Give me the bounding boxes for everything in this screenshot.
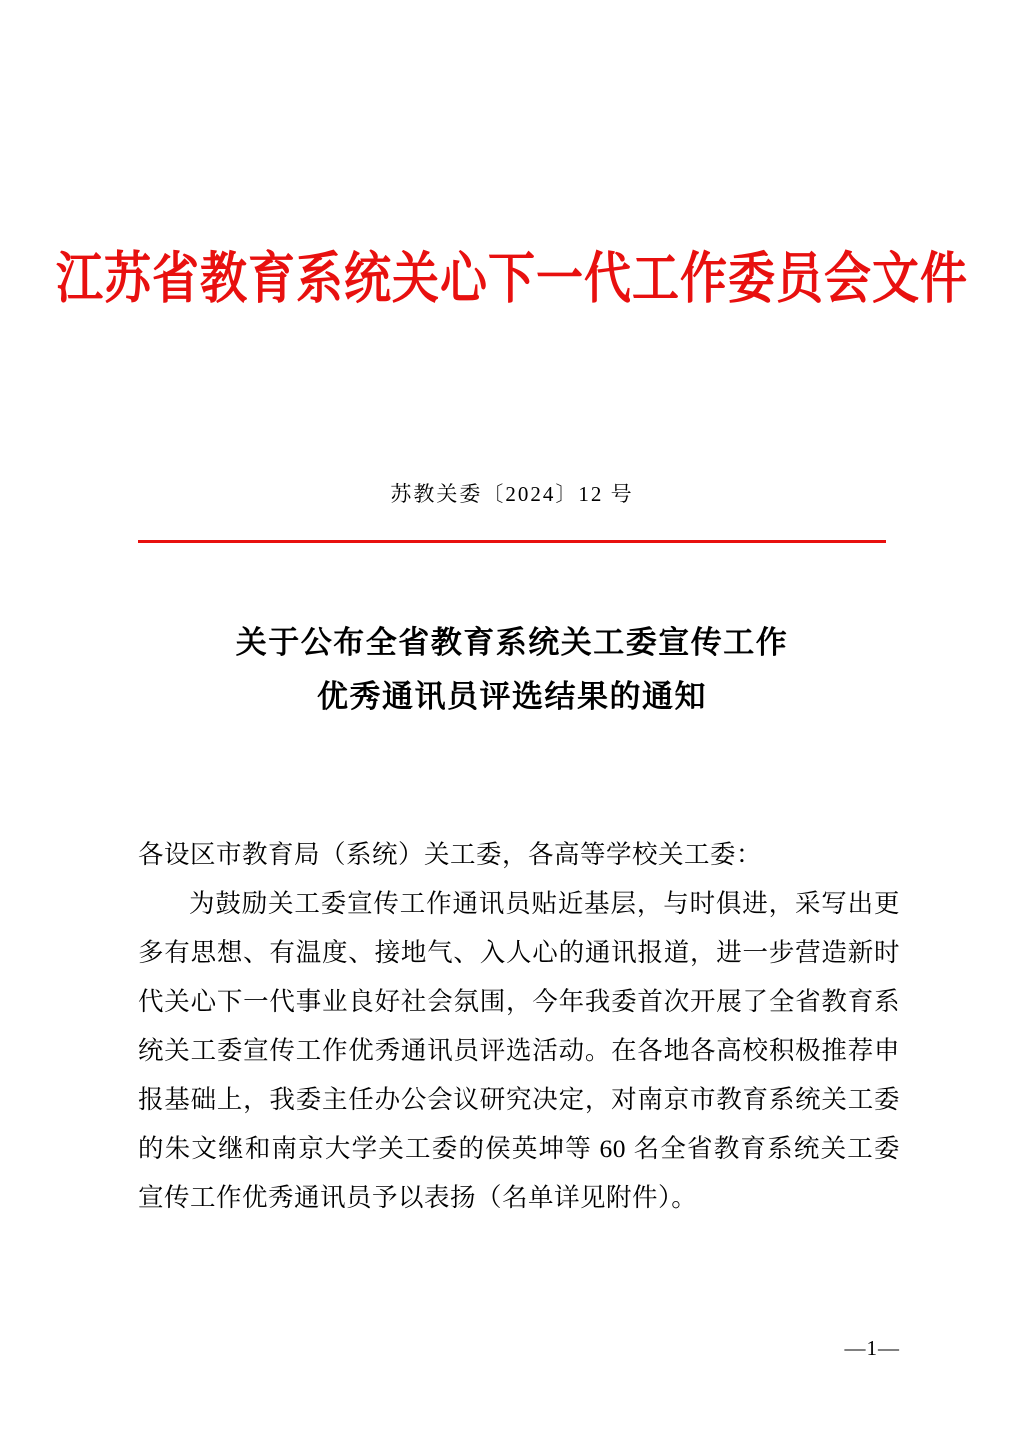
- red-separator-rule: [138, 540, 886, 543]
- masthead-title: 江苏省教育系统关心下一代工作委员会文件: [56, 249, 968, 311]
- page-title-line-1: 关于公布全省教育系统关工委宣传工作: [235, 625, 789, 660]
- page-number: —1—: [844, 1336, 900, 1360]
- salutation: 各设区市教育局（系统）关工委，各高等学校关工委：: [138, 840, 763, 869]
- page-title-line-2: 优秀通讯员评选结果的通知: [317, 679, 707, 715]
- document-number: 苏教关委〔2024〕12 号: [390, 482, 634, 506]
- masthead: [0, 248, 1024, 311]
- page-title: [0, 616, 1024, 725]
- body-paragraph-1: 为鼓励关工委宣传工作通讯员贴近基层，与时俱进，采写出更多有思想、有温度、接地气、入人心的通讯报道，进一步营造新时代关心下一代事业良好社会氛围，今年我委首次开展了全省教育系统关工委宣传工作优秀通讯员评选活动。在各地各高校积极推荐申报基础上，我委主任办公会议研究决定，对南京市教育系统关工委的朱文继和南京大学关工委的侯英坤等 60 名全省教育系统关工委宣传工作优秀通讯员予以表扬（名单详见附件）。: [138, 889, 900, 1212]
- document-body: [138, 830, 900, 1222]
